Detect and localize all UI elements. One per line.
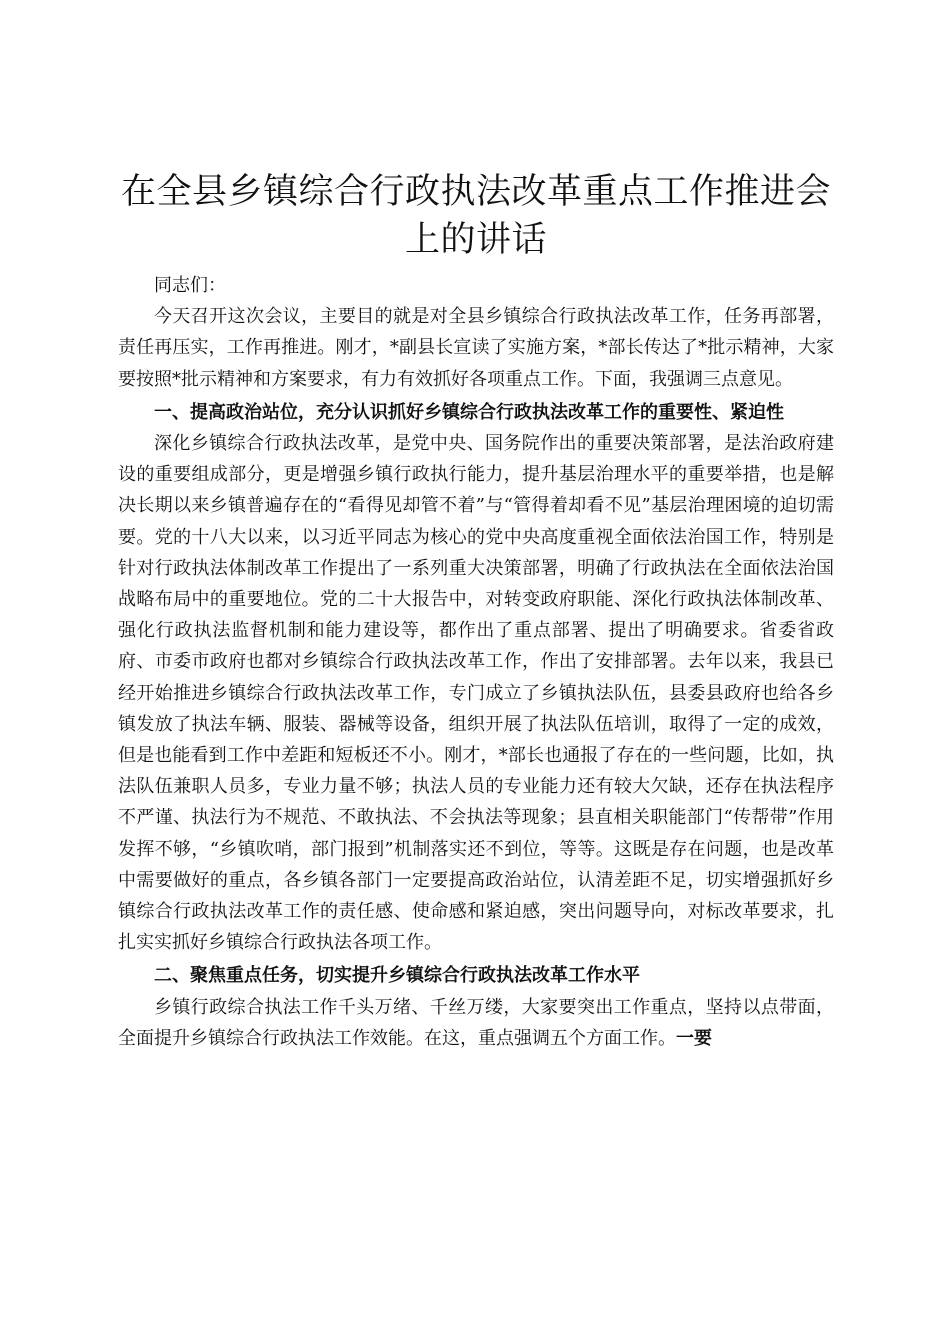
document-body bbox=[118, 168, 834, 1054]
section-1-heading: 一、提高政治站位，充分认识抓好乡镇综合行政执法改革工作的重要性、紧迫性 bbox=[154, 401, 784, 423]
section-2-bold-tail: 一要 bbox=[676, 1027, 712, 1049]
section-2-paragraph bbox=[118, 992, 834, 1054]
salutation: 同志们： bbox=[154, 275, 226, 296]
section-1-paragraph: 深化乡镇综合行政执法改革，是党中央、国务院作出的重要决策部署，是法治政府建设的重要组成部分，更是增强乡镇行政执行能力，提升基层治理水平的重要举措，也是解决长期以来乡镇普遍存在的“看得见却管不着”与“管得着却看不见”基层治理困境的迫切需要。党的十八大以来，以习近平同志为核心的党中央高度重视全面依法治国工作，特别是针对行政执法体制改革工作提出了一系列重大决策部署，明确了行政执法在全面依法治国战略布局中的重要地位。党的二十大报告中，对转变政府职能、深化行政执法体制改革、强化行政执法监督机制和能力建设等，都作出了重点部署、提出了明确要求。省委省政府、市委市政府也都对乡镇综合行政执法改革工作，作出了安排部署。去年以来，我县已经开始推进乡镇综合行政执法改革工作，专门成立了乡镇执法队伍，县委县政府也给各乡镇发放了执法车辆、服装、器械等设备，组织开展了执法队伍培训，取得了一定的成效，但是也能看到工作中差距和短板还不小。刚才，*部长也通报了存在的一些问题，比如，执法队伍兼职人员多，专业力量不够；执法人员的专业能力还有较大欠缺，还存在执法程序不严谨、执法行为不规范、不敢执法、不会执法等现象；县直相关职能部门“传帮带”作用发挥不够，“乡镇吹哨，部门报到”机制落实还不到位，等等。这既是存在问题，也是改革中需要做好的重点，各乡镇各部门一定要提高政治站位，认清差距不足，切实增强抓好乡镇综合行政执法改革工作的责任感、使命感和紧迫感，突出问题导向，对标改革要求，扎扎实实抓好乡镇综合行政执法各项工作。 bbox=[118, 433, 834, 954]
section-2-heading: 二、聚焦重点任务，切实提升乡镇综合行政执法改革工作水平 bbox=[154, 965, 640, 987]
intro-paragraph: 今天召开这次会议，主要目的就是对全县乡镇综合行政执法改革工作，任务再部署，责任再压实，工作再推进。刚才，*副县长宣读了实施方案，*部长传达了*批示精神，大家要按照*批示精神和方案要求，有力有效抓好各项重点工作。下面，我强调三点意见。 bbox=[118, 306, 834, 390]
document-title: 在全县乡镇综合行政执法改革重点工作推进会上的讲话 bbox=[120, 172, 831, 260]
section-2-paragraph-text: 乡镇行政综合执法工作千头万绪、千丝万缕，大家要突出工作重点，坚持以点带面，全面提升乡镇综合行政执法工作效能。在这，重点强调五个方面工作。 bbox=[118, 996, 834, 1049]
